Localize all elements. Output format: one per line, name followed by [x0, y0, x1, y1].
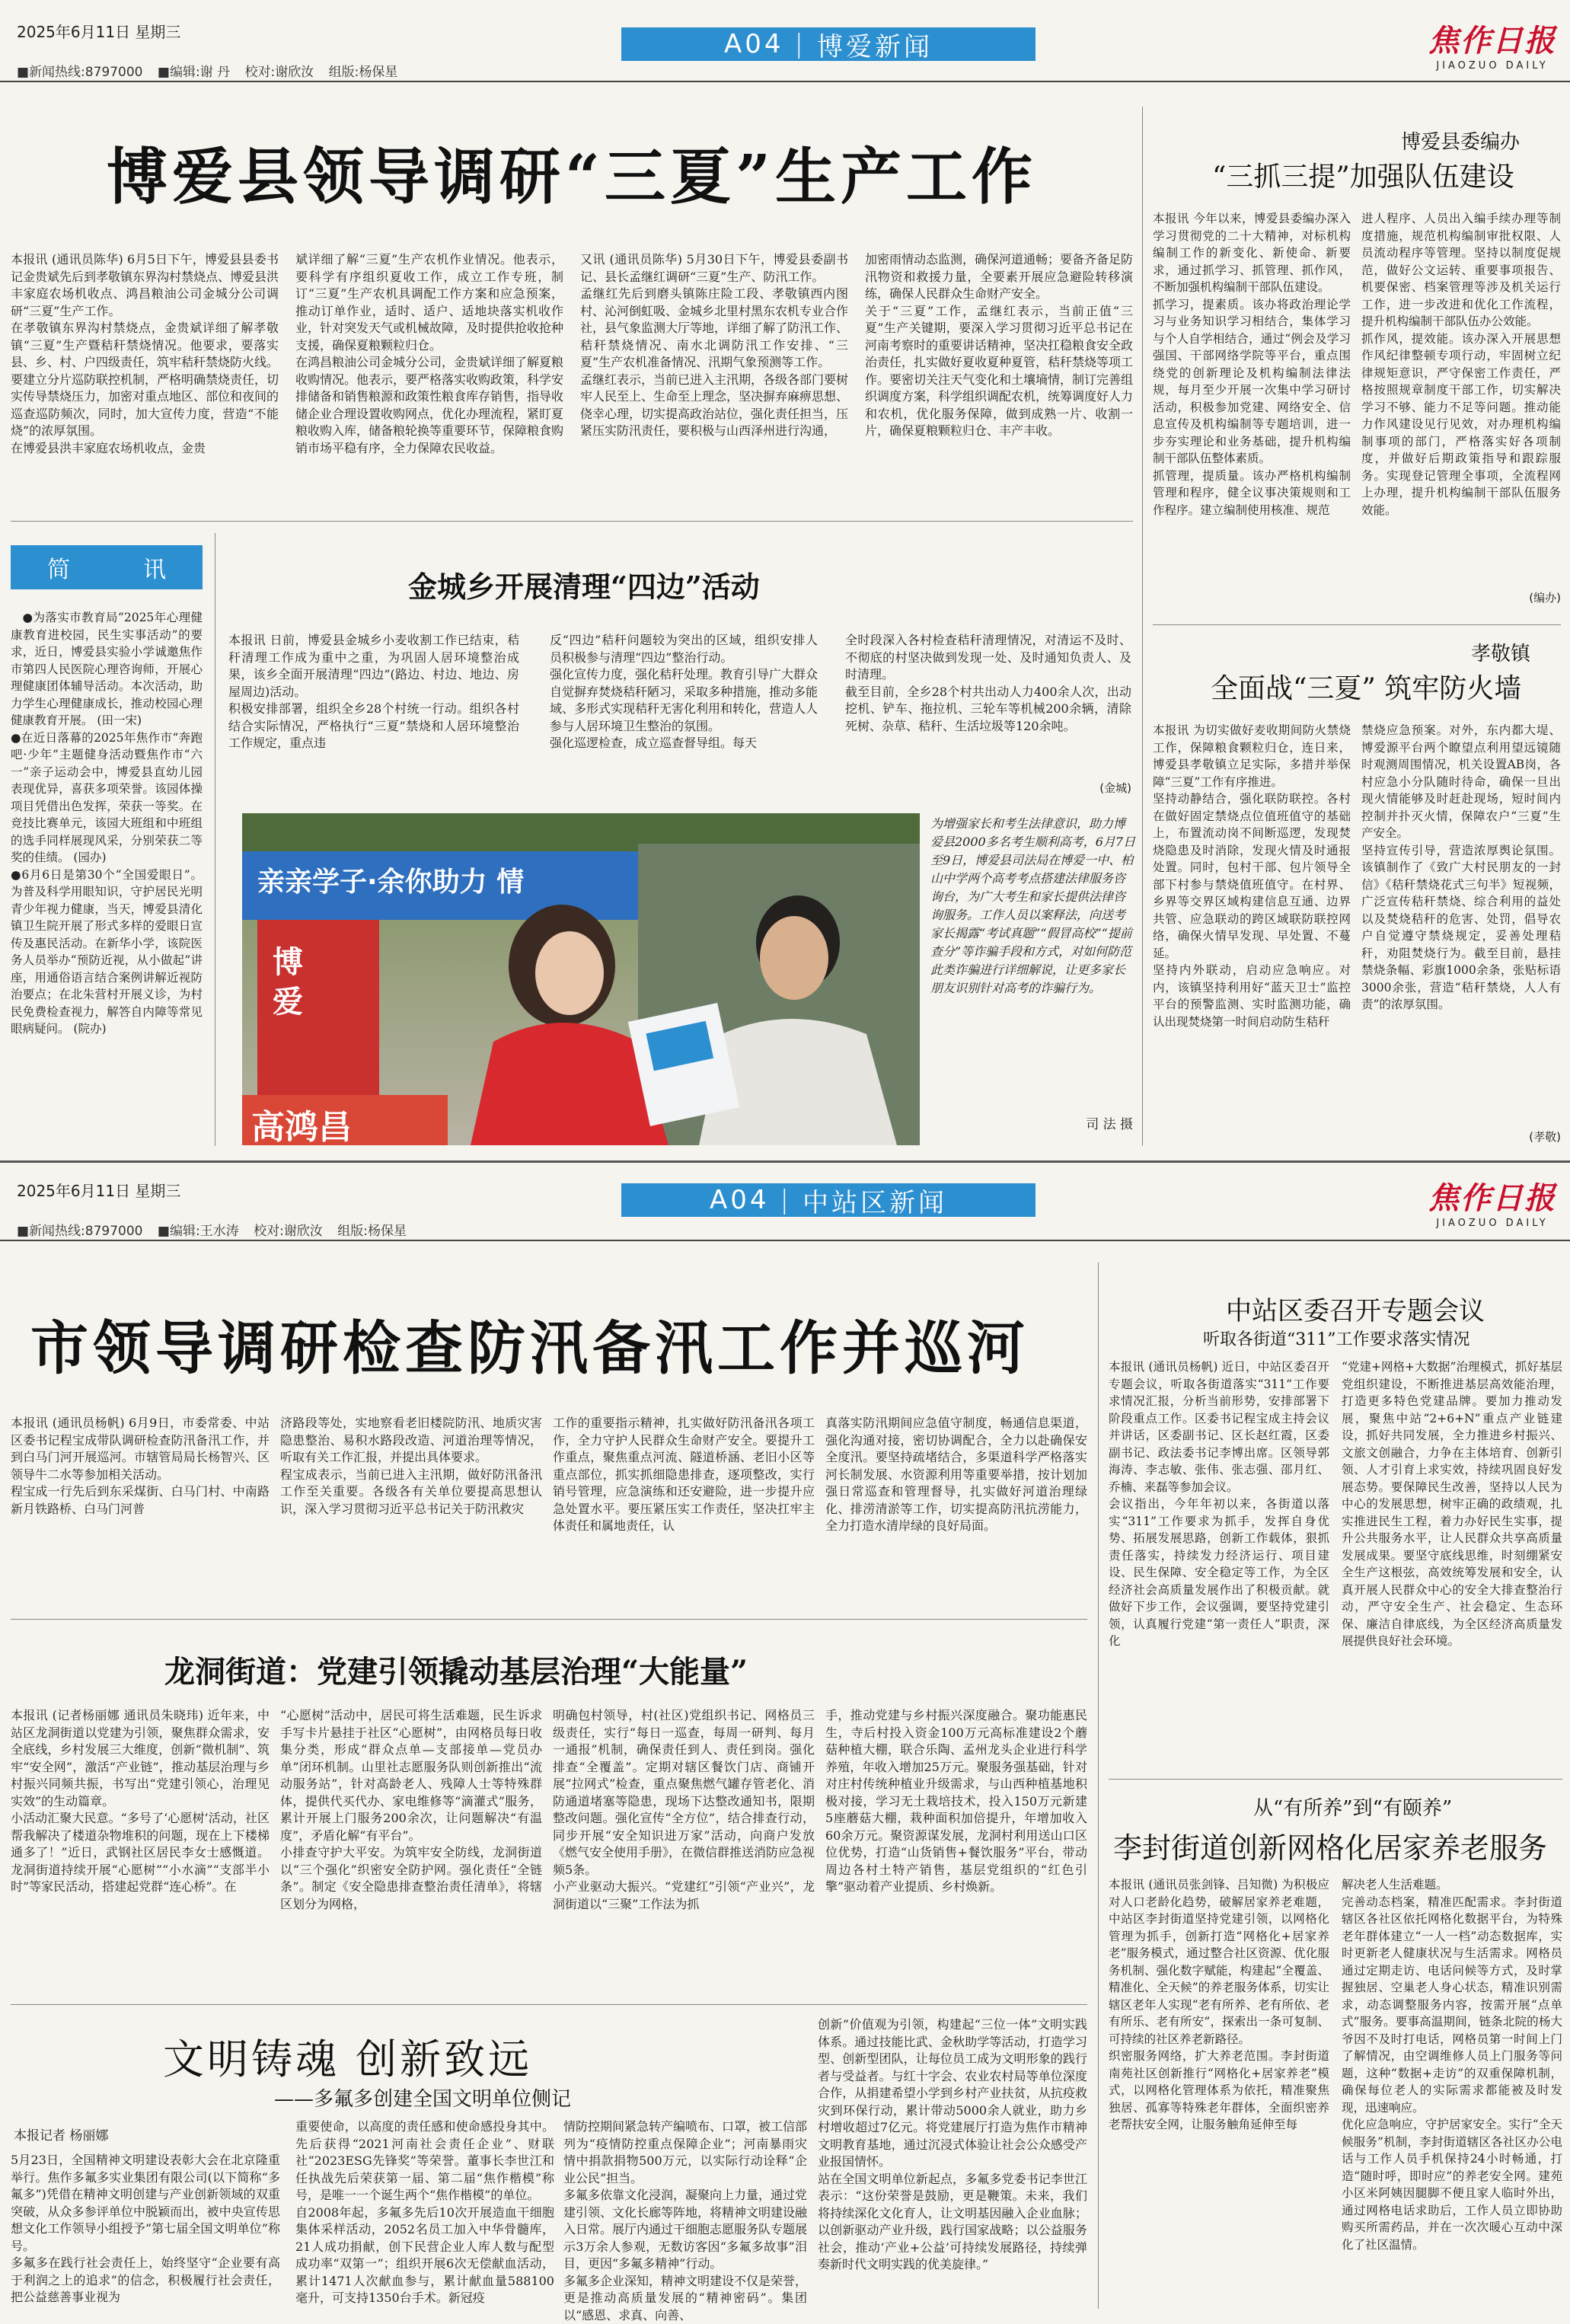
- top-photo-banner-3: 高鸿昌: [251, 1108, 352, 1147]
- top-photo-banner-1: 亲亲学子·余你助力 情: [257, 867, 525, 898]
- bottom-lead-col1: 本报讯 (通讯员杨帆) 6月9日，市委常委、中站区委书记程宝成带队调研检查防汛备汛工作，并到白马门河开展巡河。市辖管局局长杨智兴、区领导牛二水等参加相关活动。 程宝成一行先后到东采煤街、白马门村、中南路新月铁路桥、白马门河普: [11, 1416, 270, 1516]
- bottom-sec2-col3: 明确包村领导，村(社区)党组织书记、网格员三级责任，实行“每日一巡查，每周一研判、每月一通报”机制，确保责任到人、责任到岗。强化排查“全覆盖”。定期对辖区餐饮门店、商铺开展“拉网式”检查，重点聚焦燃气罐存管老化、消防通道堵塞等隐患，现场下达整改通知书，限期整改问题。强化宣传“全方位”，结合排查行动，同步开展“安全知识进万家”活动，向商户发放《燃气安全使用手册》，在微信群推送消防应急视频5条。 小产业驱动大振兴。“党建红”引领“产业兴”，龙洞街道以“三聚”工作法为抓: [553, 1708, 815, 1911]
- bottom-section-band: [621, 1183, 1035, 1217]
- page-split-rule: [0, 1160, 1570, 1163]
- bottom-r1-title: 中站区委召开专题会议: [1226, 1296, 1485, 1326]
- bottom-lead-col4: 真落实防汛期间应急值守制度，畅通信息渠道，强化沟通对接，密切协调配合，全力以赴确保安全度汛。要坚持疏堵结合，多渠道科学严格落实河长制发展、水资源利用等重要举措，按计划加强日常巡查和管理督导，扎实做好河道治理绿化、排涝清淤等工作，切实提高防汛抗涝能力，全力打造水清岸绿的良好局面。: [825, 1416, 1087, 1533]
- bottom-sec3-byline: 本报记者 杨丽娜: [14, 2128, 109, 2144]
- bottom-lead-title: 市领导调研检查防汛备汛工作并巡河: [30, 1314, 1029, 1382]
- bottom-band-code: A04: [710, 1185, 770, 1215]
- bottom-date: 2025年6月11日 星期三: [17, 1182, 181, 1200]
- bottom-r2-col2: 解决老人生活难题。 完善动态档案，精准匹配需求。李封街道辖区各社区依托网格化数据平台，为特殊老年群体建立“一人一档”动态数据库，实时更新老人健康状况与生活需求。网格员通过定期走访、电话问候等方式，及时掌握独居、空巢老人身心状态，精准识别需求，动态调整服务内容，按需开展“点单式”服务。要事高温期间，链条北院的杨大爷因不及时打电话，网格员第一时间上门了解情况，由空调维修人员上门服务等问题，这种“数据+走访”的双重保障机制，确保每位老人的实际需求都能被及时发现，迅速响应。 优化应急响应，守护居家安全。实行“全天候服务”机制，李封街道辖区各社区办公电话与工作人员手机保持24小时畅通，打造“随时呼，即时应”的养老安全网。建苑小区米阿姨因腿脚不便且家人临时外出，通过网格电话求助后，工作人员立即协助购买所需药品，并在一次次暖心互动中深化了社区温情。: [1342, 1878, 1562, 2252]
- bottom-sec3-subtitle: ——多氟多创建全国文明单位侧记: [274, 2088, 572, 2111]
- top-photo-caption: 为增强家长和考生法律意识，助力博爱县2000多名考生顺利高考，6月7日至9日，博爱县司法局在博爱一中、柏山中学两个高考考点搭建法律服务咨询台，为广大考生和家长提供法律咨询服务。工作人员以案释法，向送考家长揭露“考试真题”“假冒高校”“提前查分”等诈骗手段和方式，对如何防范此类诈骗进行详细解说，让更多家长朋友识别针对高考的诈骗行为。: [930, 816, 1136, 995]
- bottom-page: [0, 1164, 1570, 2322]
- top-brief-char1: 简: [47, 557, 70, 583]
- top-r1-title: “三抓三提”加强队伍建设: [1212, 161, 1514, 193]
- bottom-right-divider: [1098, 1263, 1099, 2309]
- top-lead-bottom-rule: [11, 521, 1133, 522]
- bottom-lead-col2: 济路段等处，实地察看老旧楼院防汛、地质灾害隐患整治、易积水路段改造、河道治理等情况，听取有关工作汇报，并提出具体要求。 程宝成表示，当前已进入主汛期，做好防汛备汛工作至关重要。各级各有关单位要提高思想认识，深入学习贯彻习近平总书记关于防汛救灾: [280, 1416, 542, 1516]
- top-info-proof: 校对:谢欣汝: [244, 65, 314, 80]
- top-lead-col2: 斌详细了解“三夏”生产农机作业情况。他表示，要科学有序组织夏收工作，成立工作专班，制订“三夏”生产农机具调配工作方案和应急预案，推动订单作业，适时、适户、适地块落实机收作业，针对突发天气或机械故障，及时提供抢收抢种支援，确保夏粮颗粒归仓。 在鸿昌粮油公司金城分公司，金贵斌详细了解夏粮收购情况。他表示，要严格落实收购政策，科学安排储备和销售粮源和政策性粮食库存销售，指导收储企业合理设置收购网点，优化办理流程，紧盯夏粮收购入库，储备粮轮换等重要环节，保障粮食购销市场平稳有序，全力保障农民收益。: [295, 252, 564, 455]
- top-info-editor: ■编辑:谢 丹: [157, 65, 231, 80]
- top-band-code: A04: [724, 29, 784, 59]
- bottom-info-hotline: ■新闻热线:8797000: [17, 1224, 143, 1239]
- bottom-r1-bottom-rule: [1109, 1779, 1562, 1780]
- bottom-r2-kicker: 从“有所养”到“有颐养”: [1253, 1797, 1453, 1820]
- top-r2-kicker: 孝敬镇: [1471, 643, 1531, 666]
- top-r2-credit: (孝敬): [1529, 1130, 1561, 1144]
- top-band-name: 博爱新闻: [817, 31, 933, 62]
- top-brief-box: [11, 545, 203, 589]
- top-mid-col3: 全时段深入各村检查秸秆清理情况，对清运不及时、不彻底的村坚决做到发现一处、及时通知负责人、及时清理。 截至目前，全乡28个村共出动人力400余人次，出动挖机、铲车、拖拉机、三轮车等机械200余辆，清除死树、杂草、秸秆、生活垃圾等120余吨。: [845, 633, 1131, 733]
- top-right-divider: [1142, 107, 1143, 1146]
- bottom-band-separator: |: [780, 1185, 792, 1215]
- top-lead-title: 博爱县领导调研“三夏”生产工作: [107, 141, 1038, 212]
- top-r2-col1: 本报讯 为切实做好麦收期间防火禁烧工作，保障粮食颗粒归仓，连日来，博爱县孝敬镇立足实际，多措并举保障“三夏”工作有序推进。 坚持动静结合，强化联防联控。各村在做好固定禁烧点位值班值守的基础上，布置流动岗不间断巡逻，发现焚烧隐患及时消除，发现火情及时通报处置。同时，包村干部、包片领导全部下村参与禁烧值班值守。在村界、乡界等交界区域构建信息互通、边界共管、应急联动的跨区域联防联控网络，确保火情早发现、早处置、不蔓延。 坚持内外联动，启动应急响应。对内，该镇坚持利用好“蓝天卫士”监控平台的预警监测、实时监测功能，确认出现焚烧第一时间启动防生秸秆: [1153, 723, 1351, 1029]
- top-section-band: [621, 27, 1035, 61]
- top-date: 2025年6月11日 星期三: [17, 23, 181, 41]
- top-band-separator: |: [794, 29, 806, 59]
- bottom-info-layout: 组版:杨保星: [337, 1224, 407, 1239]
- bottom-r2-col1: 本报讯 (通讯员张剑锋、吕知微) 为积极应对人口老龄化趋势，破解居家养老难题，中站区李封街道坚持党建引领，以网格化管理为抓手，创新打造“网格化+居家养老”服务模式，通过整合社区资源、优化服务机制、强化数字赋能，构建起“全覆盖、精准化、全天候”的养老服务体系，切实让辖区老年人实现“老有所养、老有所依、老有所乐、老有所安”，探索出一条可复制、可持续的社区养老新路径。 织密服务网络，扩大养老范围。李封街道南苑社区创新推行“网格化+居家养老”模式，以网格化管理体系为依托，精准聚焦独居、孤寡等特殊老年群体，全面织密养老帮扶安全网，让服务触角延伸至每: [1109, 1878, 1329, 2131]
- top-lead-col4: 加密雨情动态监测，确保河道通畅；要备齐备足防汛物资和救援力量，全要素开展应急避险转移演练，确保人民群众生命财产安全。 关于“三夏”工作，孟继红表示，当前正值“三夏”生产关键期，要深入学习贯彻习近平总书记在河南考察时的重要讲话精神，坚决扛稳粮食安全政治责任，扎实做好夏收夏种夏管，秸秆禁烧等项工作。要密切关注天气变化和土壤墒情，制订完善组织调度方案，科学组织调配农机，统筹调度好人力和农机，优化服务保障，做到成熟一片、收割一片，确保夏粮颗粒归仓、丰产丰收。: [865, 252, 1134, 438]
- top-lead-col1: 本报讯 (通讯员陈华) 6月5日下午，博爱县县委书记金贵斌先后到孝敬镇东界沟村禁烧点、博爱县洪丰家庭农场机收点、鸿昌粮油公司金城分公司调研“三夏”生产工作。 在孝敬镇东界沟村禁烧点，金贵斌详细了解孝敬镇“三夏”生产暨秸秆禁烧情况。他要求，要落实县、乡、村、户四级责任，筑牢秸秆禁烧防火线。要建立分片巡防联控机制，严格明确禁烧责任，切实传导禁烧压力，加密对重点地区、部位和夜间的巡查巡防频次，同时，加大宣传力度，营造“不能烧”的浓厚氛围。 在博爱县洪丰家庭农场机收点，金贵: [11, 252, 279, 455]
- bottom-sec2-bottom-rule: [11, 2004, 1087, 2005]
- top-r1-credit: (编办): [1529, 591, 1561, 605]
- top-r1-col1: 本报讯 今年以来，博爱县委编办深入学习贯彻党的二十大精神，对标机构编制工作的新变化、新使命、新要求，通过抓学习、抓管理、抓作风，不断加强机构编制干部队伍建设。 抓学习，提素质。该办将政治理论学习与业务知识学习相结合，集体学习与个人自学相结合，通过“例会及学习强国、干部网络学院等平台，重点围绕党的创新理论及机构编制法律法规，每月至少开展一次集中学习研讨活动，积极参加党建、网络安全、信息宣传及机构编制等专题培训，进一步夯实理论和业务基础，提升机构编制干部队伍整体素质。 抓管理，提质量。该办严格机构编制管理和程序，健全议事决策规则和工作程序。建立编制使用核准、规范: [1153, 212, 1351, 517]
- bottom-sec3-col1: 5月23日，全国精神文明建设表彰大会在北京隆重举行。焦作多氟多实业集团有限公司(以下简称“多氟多”)凭借在精神文明创建与产业创新领域的双重突破，从众多参评单位中脱颖而出，被中央宣传思想文化工作领导小组授予“第七届全国文明单位”称号。 多氟多在践行社会责任上，始终坚守“企业要有高于利润之上的追求”的信念，积极履行社会责任，把公益慈善事业视为: [11, 2153, 280, 2304]
- top-mid-col2: 反“四边”秸秆问题较为突出的区域，组织安排人员积极参与清理“四边”整治行动。 强化宣传力度，强化秸秆处理。教育引导广大群众自觉摒弃焚烧秸秆陋习，采取多种措施，推动多能域、多形式实现秸秆无害化利用和转化，营造人人参与人居环境卫生整治的氛围。 强化巡逻检查，成立巡查督导组。每天: [550, 633, 819, 750]
- bottom-header-rule: [0, 1240, 1570, 1241]
- bottom-logo-english: JIAOZUO DAILY: [1436, 1218, 1549, 1229]
- bottom-info-editor: ■编辑:王水涛: [157, 1224, 239, 1239]
- top-r1-kicker: 博爱县委编办: [1401, 131, 1521, 154]
- bottom-newspaper-logo: [1424, 1174, 1561, 1229]
- top-photo-credit: 司 法 摄: [1086, 1117, 1133, 1132]
- bottom-sec3-col4: 创新”价值观为引领，构建起“三位一体”文明实践体系。通过技能比武、金秋助学等活动，打造学习型、创新型团队，让每位员工成为文明形象的践行者与受益者。与红十字会、农业农村局等单位深度合作，从捐建希望小学到乡村产业扶贫，从抗疫救灾到环保行动，累计带动5000余人就业，助力乡村增收超过7亿元。将党建展厅打造为焦作市精神文明教育基地，通过沉浸式体验让社会公众感受产业报国情怀。 站在全国文明单位新起点，多氟多党委书记李世江表示：“这份荣誉是鼓励，更是鞭策。未来，我们将持续深化文化育人，让文明基因融入企业血脉；以创新驱动产业升级，践行国家战略；以公益服务社会，推动‘产业+公益’可持续发展路径，持续弹奏新时代文明实践的优美旋律。”: [818, 2017, 1087, 2271]
- bottom-r1-col1: 本报讯 (通讯员杨帆) 近日，中站区委召开专题会议，听取各街道落实“311”工作要求情况汇报，分析当前形势，安排部署下阶段重点工作。区委书记程宝成主持会议并讲话，区委副书记、区长赵红霞，区委副书记、政法委书记李博出席。区领导郭海涛、李志敏、张伟、张志强、邵月红、乔楠、来磊等参加会议。 会议指出，今年年初以来，各街道以落实“311”工作要求为抓手，发挥自身优势、拓展发展思路，创新工作载体，狠抓责任落实，持续发力经济运行、项目建设、民生保障、安全稳定等工作，为全区经济社会高质量发展作出了积极贡献。就做好下步工作，会议强调，要坚持党建引领，认真履行党建“第一责任人”职责，深化: [1109, 1360, 1329, 1648]
- top-mid-title: 金城乡开展清理“四边”活动: [408, 570, 760, 604]
- bottom-sec3-col3: 情防控期间紧急转产编喷布、口罩，被工信部列为“疫情防控重点保障企业”；河南暴雨灾情中捐款捐物500万元，以实际行动诠释“企业公民”担当。 多氟多依靠文化浸润，凝聚向上力量，通过党建引领、文化长廊等阵地，将精神文明建设融入日常。展厅内通过干细胞志愿服务队专题展示3万余人参观，无数访客因“多氟多故事”泪目，更因“多氟多精神”行动。 多氟多企业深知，精神文明建设不仅是荣誉，更是推动高质量发展的“精神密码”。集团以“感恩、求真、向善、: [563, 2119, 808, 2322]
- bottom-sec2-title: 龙洞街道：党建引领撬动基层治理“大能量”: [164, 1654, 748, 1690]
- bottom-sec2-col1: 本报讯 (记者杨丽娜 通讯员朱晓玮) 近年来，中站区龙洞街道以党建为引领，聚焦群众需求，安全底线，乡村发展三大维度，创新“微机制”、筑牢“安全网”，激活“产业链”，推动基层治理与乡村振兴同频共振，书写出“党建引领心，治理见实效”的生动篇章。 小活动汇聚大民意。“多号了‘心愿树’活动，社区帮我解决了楼道杂物堆积的问题，现在上下楼梯通多了！”近日，武钢社区居民李女士感慨道。龙洞街道持续开展“心愿树”“小水滴”“支部半小时”等家民活动，搭建起党群“连心桥”。在: [11, 1708, 270, 1894]
- bottom-lead-col3: 工作的重要指示精神，扎实做好防汛备汛各项工作，全力守护人民群众生命财产安全。要提升工作重点，聚焦重点河流、隧道桥涵、老旧小区等重点部位，抓实抓细隐患排查，逐项整改，实行销号管理，应急演练和还安避险，进一步提升应急处置水平。要压紧压实工作责任，坚决扛牢主体责任和属地责任，认: [553, 1416, 815, 1533]
- bottom-sec3-col2: 重要使命，以高度的责任感和使命感投身其中。先后获得“2021河南社会责任企业”、财联社“2023ESG先锋奖”等荣誉。董事长李世江和任执战先后荣获第一届、第二届“焦作楷模”称号，是唯一一个诞生两个“焦作楷模”的单位。 自2008年起，多氟多先后10次开展造血干细胞集体采样活动，2052名员工加入中华骨髓库，21人成功捐献，创下民营企业人库人数与配型成功率“双第一”；组织开展6次无偿献血活动，累计1471人次献血参与，累计献血量588100毫升，可支持1350台手术。新冠疫: [295, 2119, 554, 2305]
- bottom-sec2-col4: 手，推动党建与乡村振兴深度融合。聚功能惠民生，寺后村投入资金100万元高标准建设2个蘑菇种植大棚，联合乐陶、孟州龙头企业进行科学养殖，年收入增加25万元。聚服务强基础，针对对庄村传统种植业升级需求，与山西种植基地积极对接，学习无土栽培技术，投入150万元新建5座蘑菇大棚，栽种面积加倍提升，年增加收入60余万元。聚资源谋发展，龙洞村利用送山口区位优势，打造“山货销售+餐饮服务”平台，带动周边各村土特产销售，基层党组织的“红色引擎”驱动着产业提质、乡村焕新。: [825, 1708, 1087, 1894]
- bottom-r2-title: 李封街道创新网格化居家养老服务: [1113, 1831, 1548, 1865]
- top-r1-bottom-rule: [1153, 624, 1561, 625]
- top-logo-english: JIAOZUO DAILY: [1436, 60, 1549, 72]
- top-r2-title: 全面战“三夏” 筑牢防火墙: [1211, 673, 1522, 704]
- top-newspaper-logo: [1424, 17, 1561, 72]
- top-news-photo: [242, 813, 920, 1145]
- top-lead-col3: 又讯 (通讯员陈华) 5月30日下午，博爱县委副书记、县长孟继红调研“三夏”生产、防汛工作。 孟继红先后到磨头镇陈庄险工段、孝敬镇西内图村、沁河倒虹吸、金城乡北里村黑东农机专业合作社，县气象监测大厅等地，详细了解了防汛工作、秸秆禁烧情况、南水北调防汛工作安排、“三夏”生产农机准备情况、汛期气象预测等工作。 孟继红表示，当前已进入主汛期，各级各部门要树牢人民至上、生命至上理念，坚决摒弃麻痹思想、侥幸心理，切实提高政治站位，强化责任担当，压紧压实防汛责任，要积极与山西泽州进行沟通，: [580, 252, 849, 438]
- top-photo-banner-2: 博爱: [273, 945, 303, 1020]
- bottom-band-name: 中站区新闻: [803, 1187, 947, 1218]
- bottom-info-line: [17, 1220, 417, 1239]
- bottom-lead-bottom-rule: [11, 1619, 1087, 1620]
- bottom-info-proof: 校对:谢欣汝: [254, 1224, 323, 1239]
- top-info-layout: 组版:杨保星: [328, 65, 398, 80]
- bottom-sec2-col2: “心愿树”活动中，居民可将生活难题，民生诉求手写卡片悬挂于社区“心愿树”，由网格员每日收集分类，形成“群众点单—支部接单—党员办单”闭环机制。山里社志愿服务队则创新推出“流动服务站”，针对高龄老人、残障人士等特殊群体，提供代买代办、家电维修等“滴灌式”服务，累计开展上门服务200余次，让问题解决“有温度”，矛盾化解“有平台”。 小排查守护大平安。为筑牢安全防线，龙洞街道以“三个强化”织密安全防护网。强化责任“全链条”。制定《安全隐患排查整治责任清单》，将辖区划分为网格，: [280, 1708, 542, 1911]
- top-brief-text: ●为落实市教育局“2025年心理健康教育进校园，民生实事活动”的要求，近日，博爱县实验小学诚邀焦作市第四人民医院心理咨询师，开展心理健康团体辅导活动。本次活动，助力学生心理健康成长，推动校园心理健康教育开展。 (田一宋) ●在近日落幕的2025年焦作市“奔跑吧·少年”主题健身活动暨焦作市“六一”亲子运动会中，博爱县直幼儿园表现优异，喜获多项荣誉。该园体操项目凭借出色发挥，荣获一等奖。在竞技比赛单元，该园大班组和中班组的选手同样展现风采，分别荣获二等奖的佳绩。 (园办) ●6月6日是第30个“全国爱眼日”。为普及科学用眼知识，守护居民光明青少年视力健康，当天，博爱县清化镇卫生院开展了形式多样的爱眼日宣传及惠民活动。在新华小学，该院医务人员举办“预防近视，从小做起”讲座，用通俗语言结合案例讲解近视防治要点；在北朱营村开展义诊，为村民免费检查视力，解答自内障等常见眼病疑问。 (院办): [11, 611, 203, 1036]
- top-r2-col2: 禁烧应急预案。对外，东内都大堤、博爱源平台两个瞭望点利用望远镜随时观测周围情况，机关设置AB岗，各村应急小分队随时待命，确保一旦出现火情能够及时赶赴现场，短时间内控制并扑灭火情，保障农户“三夏”生产安全。 坚持宣传引导，营造浓厚舆论氛围。该镇制作了《致广大村民朋友的一封信》《秸秆禁烧花式三句半》短视频，广泛宣传秸秆禁烧、综合利用的益处以及焚烧秸秆的危害、处罚，倡导农户自觉遵守禁烧规定，妥善处理秸秆，劝阻焚烧行为。截至目前，悬挂禁烧条幅、彩旗1000余条，张贴标语3000余张，营造“秸秆禁烧，人人有责”的浓厚氛围。: [1361, 723, 1561, 1011]
- top-mid-credit: (金城): [1099, 781, 1131, 795]
- bottom-r1-col2: “党建+网格+大数据”治理模式，抓好基层党组织建设，不断推进基层高效能治理，打造更多特色党建品牌。要加力推动发展，聚焦中站“2+6+N”重点产业链建设，抓好共同发展，全力推进乡村振兴、文旅文创融合，力争在主体培育、创新引领、人才引育上求实效，持续巩固良好发展态势。要保障民生改善，坚持以人民为中心的发展思想，树牢正确的政绩观，扎实推进民生工程，着力办好民生实事，提升公共服务水平，让人民群众共享高质量发展成果。要坚守底线思维，时刻绷紧安全生产这根弦，高效统筹发展和安全，认真开展人民群众中心的安全大排查整治行动，严守安全生产、社会稳定、生态环保、廉洁自律底线，为全区经济高质量发展提供良好社会环境。: [1342, 1360, 1562, 1648]
- bottom-sec3-title: 文明铸魂 创新致远: [163, 2035, 533, 2083]
- top-r1-col2: 进人程序、人员出入编手续办理等制度措施，规范机构编制审批权限、人员流动程序等管理。坚持以制度促规范，做好公文运转、重要事项报告、机要保密、档案管理等涉及机关运行工作，进一步改进和优化工作流程，提升机构编制干部队伍办公效能。 抓作风，提效能。该办深入开展思想作风纪律整顿专项行动，牢固树立纪律规矩意识，严守保密工作责任，严格按照规章制度干部工作，切实解决学习不够、能力不足等问题。推动能力作风建设见行见效，对办理机构编制事项的部门，严格落实好各项制度，并做好后期政策指导和跟踪服务。实现登记管理全事项，全流程网上办理，提升机构编制干部队伍服务效能。: [1361, 212, 1561, 517]
- top-logo-chinese: 焦作日报: [1428, 23, 1556, 59]
- top-info-line: [17, 61, 408, 80]
- bottom-r1-subtitle: 听取各街道“311”工作要求落实情况: [1203, 1330, 1470, 1349]
- top-header-rule: [0, 81, 1570, 82]
- top-brief-char2: 讯: [143, 557, 166, 583]
- top-page: [0, 0, 1570, 1161]
- bottom-logo-chinese: 焦作日报: [1428, 1180, 1556, 1216]
- top-info-hotline: ■新闻热线:8797000: [17, 65, 143, 80]
- top-mid-col1: 本报讯 日前，博爱县金城乡小麦收割工作已结束，秸秆清理工作成为重中之重，为巩固人居环境整治成果，该乡全面开展清理“四边”(路边、村边、地边、房屋周边)活动。 积极安排部署，组织全乡28个村统一行动。组织各村结合实际情况，严格执行“三夏”禁烧和人居环境整治工作规定，重点违: [228, 633, 519, 750]
